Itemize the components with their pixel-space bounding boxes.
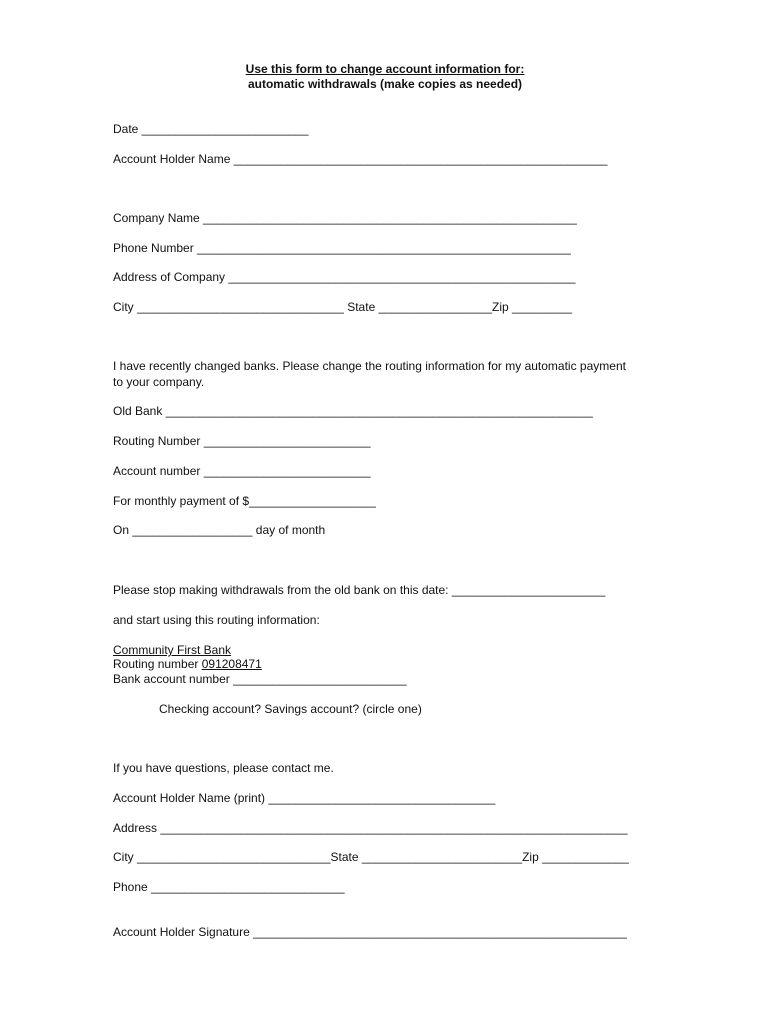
- form-subtitle: automatic withdrawals (make copies as needed): [247, 77, 523, 91]
- new-routing-number: [113, 657, 262, 671]
- holder-address-field: Address ______________________________________________________________________: [113, 821, 628, 835]
- date-field: Date _________________________: [113, 122, 309, 136]
- payment-day-field: On __________________ day of month: [113, 523, 326, 537]
- account-type-choice: Checking account? Savings account? (circle one): [159, 702, 422, 716]
- new-bank-name: Community First Bank: [113, 643, 232, 657]
- stop-withdrawals-field: Please stop making withdrawals from the old bank on this date: _______________________: [113, 583, 606, 597]
- holder-signature-field: Account Holder Signature ________________________________________________________: [113, 925, 627, 939]
- holder-name-print-field: Account Holder Name (print) __________________________________: [113, 791, 496, 805]
- company-name-field: Company Name ________________________________________________________: [113, 211, 577, 225]
- bank-change-intro-line2: to your company.: [113, 375, 205, 389]
- bank-change-intro-line1: I have recently changed banks. Please change the routing information for my automatic payment: [113, 359, 626, 373]
- company-address-field: Address of Company ____________________________________________________: [113, 270, 576, 284]
- account-holder-name-field: Account Holder Name ________________________________________________________: [113, 152, 608, 166]
- start-routing-text: and start using this routing information:: [113, 613, 320, 627]
- holder-city-state-zip-field: City _____________________________State ________________________Zip _____________: [113, 850, 629, 864]
- old-bank-field: Old Bank ________________________________________________________________: [113, 404, 593, 418]
- phone-number-field: Phone Number ________________________________________________________: [113, 241, 571, 255]
- routing-number-field: Routing Number _________________________: [113, 434, 371, 448]
- company-city-state-zip-field: City _______________________________ State _________________Zip _________: [113, 300, 573, 314]
- routing-number-value: 091208471: [201, 657, 262, 671]
- account-number-field: Account number _________________________: [113, 464, 371, 478]
- monthly-payment-field: For monthly payment of $___________________: [113, 494, 376, 508]
- bank-account-number-field: Bank account number __________________________: [113, 672, 407, 686]
- holder-phone-field: Phone _____________________________: [113, 880, 345, 894]
- form-title: Use this form to change account information for:: [245, 62, 525, 76]
- contact-text: If you have questions, please contact me.: [113, 761, 334, 775]
- routing-number-label: Routing number: [113, 657, 202, 671]
